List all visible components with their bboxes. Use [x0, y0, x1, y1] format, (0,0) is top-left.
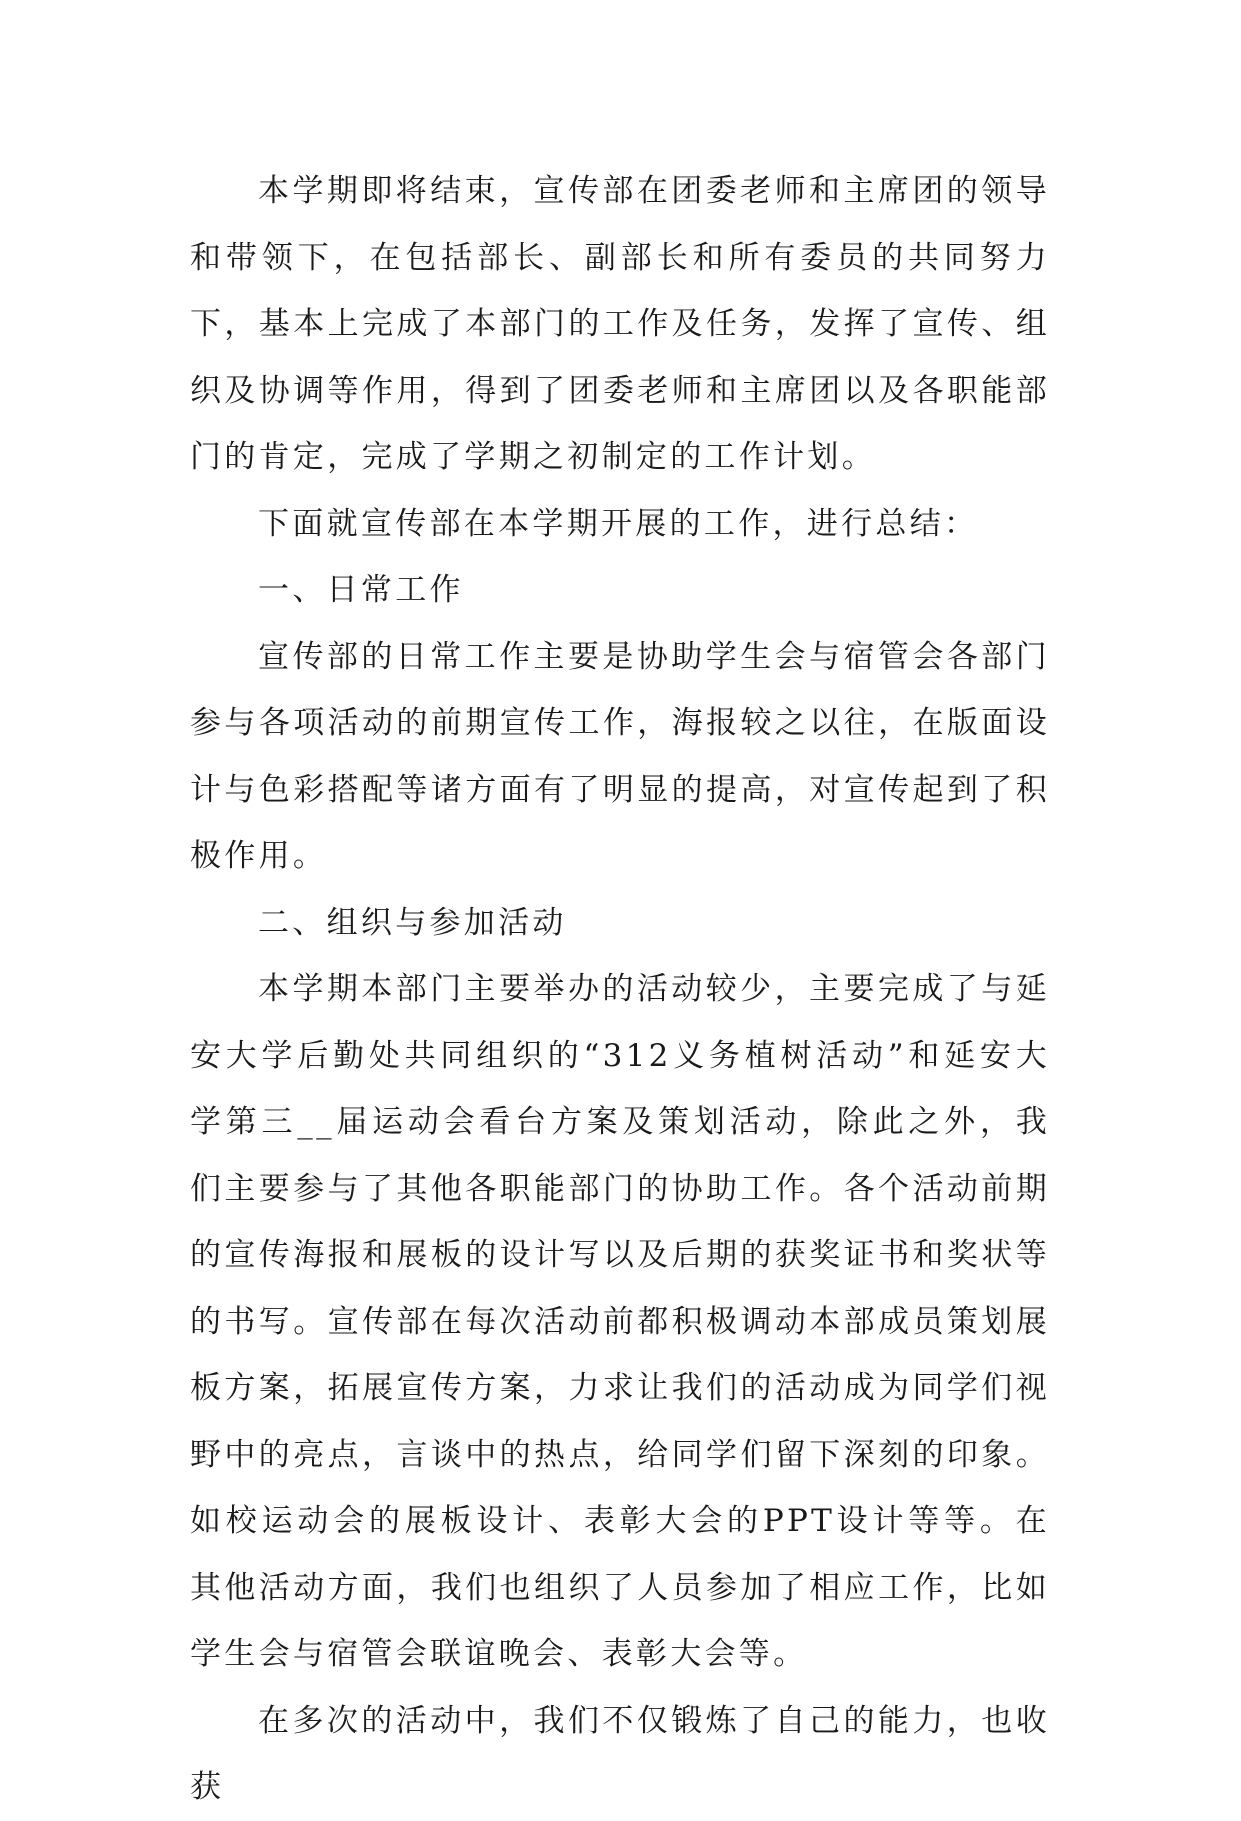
section-heading-daily-work: 一、日常工作	[258, 572, 464, 608]
paragraph-activities: 本学期本部门主要举办的活动较少，主要完成了与延安大学后勤处共同组织的“312义务植树活动”和延安大学第三__届运动会看台方案及策划活动，除此之外，我们主要参与了其他各职能部门的协助工作。各个活动前期的宣传海报和展板的设计写以及后期的获奖证书和奖状等的书写。宣传部在每次活动前都积极调动本部成员策划展板方案，拓展宣传方案，力求让我们的活动成为同学们视野中的亮点，言谈中的热点，给同学们留下深刻的印象。如校运动会的展板设计、表彰大会的PPT设计等等。在其他活动方面，我们也组织了人员参加了相应工作，比如学生会与宿管会联谊晚会、表彰大会等。	[190, 971, 1050, 1672]
paragraph-daily-work: 宣传部的日常工作主要是协助学生会与宿管会各部门参与各项活动的前期宣传工作，海报较之以往，在版面设计与色彩搭配等诸方面有了明显的提高，对宣传起到了积极作用。	[190, 638, 1050, 874]
paragraph-reflection: 在多次的活动中，我们不仅锻炼了自己的能力，也收获	[190, 1702, 1050, 1805]
section-heading-activities: 二、组织与参加活动	[258, 904, 567, 941]
paragraph-summary-lead: 下面就宣传部在本学期开展的工作，进行总结：	[258, 505, 979, 542]
document-body	[190, 158, 1050, 1821]
paragraph-intro: 本学期即将结束，宣传部在团委老师和主席团的领导和带领下，在包括部长、副部长和所有委员的共同努力下，基本上完成了本部门的工作及任务，发挥了宣传、组织及协调等作用，得到了团委老师和主席团以及各职能部门的肯定，完成了学期之初制定的工作计划。	[190, 173, 1050, 475]
